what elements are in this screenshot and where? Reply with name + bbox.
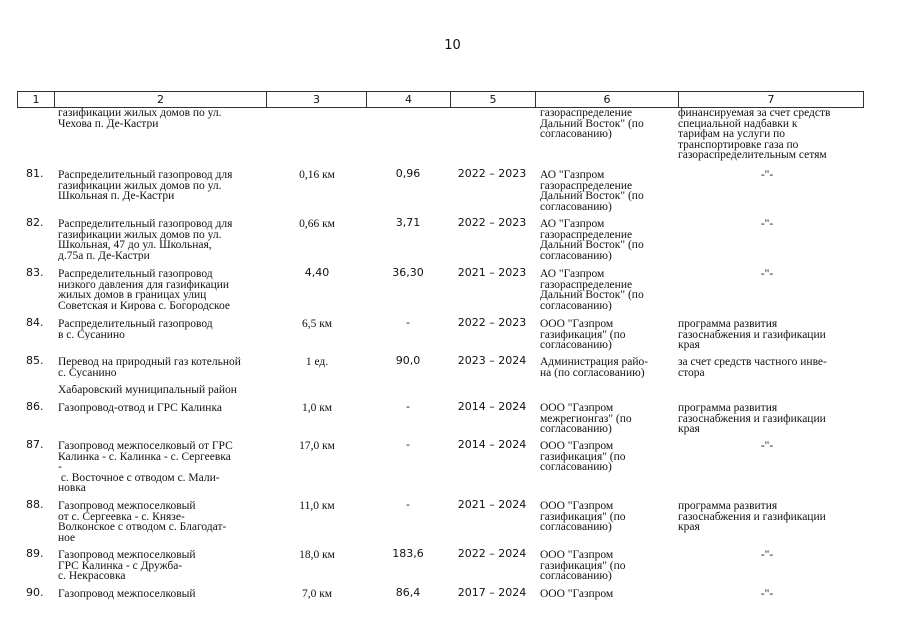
header-col-6: 6	[536, 92, 679, 108]
row-85-length: 1 ед.	[305, 357, 329, 368]
row-83-number: 83.	[26, 267, 44, 279]
row-89-cost: 183,6	[392, 548, 424, 560]
continuation-org: газораспределение Дальний Восток" (по согласованию)	[540, 108, 644, 140]
row-81-org: АО "Газпром газораспределение Дальний Восток" (по согласованию)	[540, 170, 644, 213]
header-col-1: 1	[18, 92, 55, 108]
row-84-years: 2022 – 2023	[457, 317, 527, 329]
row-90-source: -"-	[760, 589, 774, 600]
row-81-number: 81.	[26, 168, 44, 180]
row-82-length: 0,66 км	[299, 219, 335, 230]
row-90-name: Газопровод межпоселковый	[58, 589, 196, 600]
continuation-source: финансируемая за счет средств специальной надбавки к тарифам на услуги по транспортировке газа по газораспределительным сетям	[678, 108, 831, 161]
row-85-org: Администрация райо- на (по согласованию)	[540, 357, 649, 379]
row-85-cost: 90,0	[395, 355, 421, 367]
row-89-number: 89.	[26, 548, 44, 560]
row-87-source: -"-	[760, 441, 774, 452]
row-90-length: 7,0 км	[301, 589, 333, 600]
row-87-number: 87.	[26, 439, 44, 451]
row-81-length: 0,16 км	[299, 170, 335, 181]
row-82-source: -"-	[760, 219, 774, 230]
row-84-length: 6,5 км	[301, 319, 333, 330]
row-90-cost: 86,4	[395, 587, 421, 599]
continuation-name: газификации жилых домов по ул. Чехова п. Де-Кастри	[58, 108, 222, 130]
row-84-name: Распределительный газопровод в с. Сусанино	[58, 319, 213, 341]
row-84-cost: -	[406, 317, 410, 329]
row-88-years: 2021 – 2024	[457, 499, 527, 511]
row-90-years: 2017 – 2024	[457, 587, 527, 599]
row-90-number: 90.	[26, 587, 44, 599]
row-83-cost: 36,30	[392, 267, 424, 279]
row-88-length: 11,0 км	[299, 501, 335, 512]
row-87-org: ООО "Газпром газификация" (по согласованию)	[540, 441, 626, 473]
row-84-number: 84.	[26, 317, 44, 329]
row-89-years: 2022 – 2024	[457, 548, 527, 560]
page-number: 10	[444, 38, 461, 53]
row-85-source: за счет средств частного инве- стора	[678, 357, 827, 379]
row-84-source: программа развития газоснабжения и газификации края	[678, 319, 826, 351]
row-81-source: -"-	[760, 170, 774, 181]
row-88-source: программа развития газоснабжения и газификации края	[678, 501, 826, 533]
row-85-number: 85.	[26, 355, 44, 367]
section-heading: Хабаровский муниципальный район	[58, 385, 237, 396]
row-89-org: ООО "Газпром газификация" (по согласованию)	[540, 550, 626, 582]
row-86-org: ООО "Газпром межрегионгаз" (по согласованию)	[540, 403, 632, 435]
header-col-4: 4	[367, 92, 451, 108]
row-86-number: 86.	[26, 401, 44, 413]
row-87-length: 17,0 км	[299, 441, 335, 452]
row-82-name: Распределительный газопровод для газификации жилых домов по ул. Школьная, 47 до ул. Школьная, д.75а п. Де-Кастри	[58, 219, 233, 262]
row-87-name: Газопровод межпоселковый от ГРС Калинка - с. Калинка - с. Сергеевка - с. Восточное с отводом с. Мали- новка	[58, 441, 233, 494]
row-86-length: 1,0 км	[301, 403, 333, 414]
row-85-years: 2023 – 2024	[457, 355, 527, 367]
row-87-cost: -	[406, 439, 410, 451]
row-81-cost: 0,96	[395, 168, 421, 180]
header-col-3: 3	[267, 92, 367, 108]
header-col-5: 5	[451, 92, 536, 108]
row-88-org: ООО "Газпром газификация" (по согласованию)	[540, 501, 626, 533]
row-88-number: 88.	[26, 499, 44, 511]
row-89-length: 18,0 км	[299, 550, 335, 561]
row-86-name: Газопровод-отвод и ГРС Калинка	[58, 403, 222, 414]
row-83-source: -"-	[760, 269, 774, 280]
row-88-cost: -	[406, 499, 410, 511]
row-85-name: Перевод на природный газ котельной с. Сусанино	[58, 357, 241, 379]
row-82-cost: 3,71	[395, 217, 421, 229]
row-81-years: 2022 – 2023	[457, 168, 527, 180]
row-88-name: Газопровод межпоселковый от с. Сергеевка - с. Князе- Волконское с отводом с. Благодат- ное	[58, 501, 227, 544]
row-83-length: 4,40	[304, 267, 330, 279]
row-83-org: АО "Газпром газораспределение Дальний Восток" (по согласованию)	[540, 269, 644, 312]
row-82-number: 82.	[26, 217, 44, 229]
row-86-years: 2014 – 2024	[457, 401, 527, 413]
header-col-7: 7	[679, 92, 864, 108]
row-89-name: Газопровод межпоселковый ГРС Калинка - с Дружба- с. Некрасовка	[58, 550, 196, 582]
row-82-years: 2022 – 2023	[457, 217, 527, 229]
row-81-name: Распределительный газопровод для газификации жилых домов по ул. Школьная п. Де-Кастри	[58, 170, 233, 202]
row-87-years: 2014 – 2024	[457, 439, 527, 451]
row-84-org: ООО "Газпром газификация" (по согласованию)	[540, 319, 626, 351]
row-82-org: АО "Газпром газораспределение Дальний Восток" (по согласованию)	[540, 219, 644, 262]
row-86-source: программа развития газоснабжения и газификации края	[678, 403, 826, 435]
row-83-years: 2021 – 2023	[457, 267, 527, 279]
row-83-name: Распределительный газопровод низкого давления для газификации жилых домов в границах улиц Советская и Кирова с. Богородское	[58, 269, 230, 312]
row-90-org: ООО "Газпром	[540, 589, 614, 600]
header-col-2: 2	[55, 92, 267, 108]
row-86-cost: -	[406, 401, 410, 413]
row-89-source: -"-	[760, 550, 774, 561]
